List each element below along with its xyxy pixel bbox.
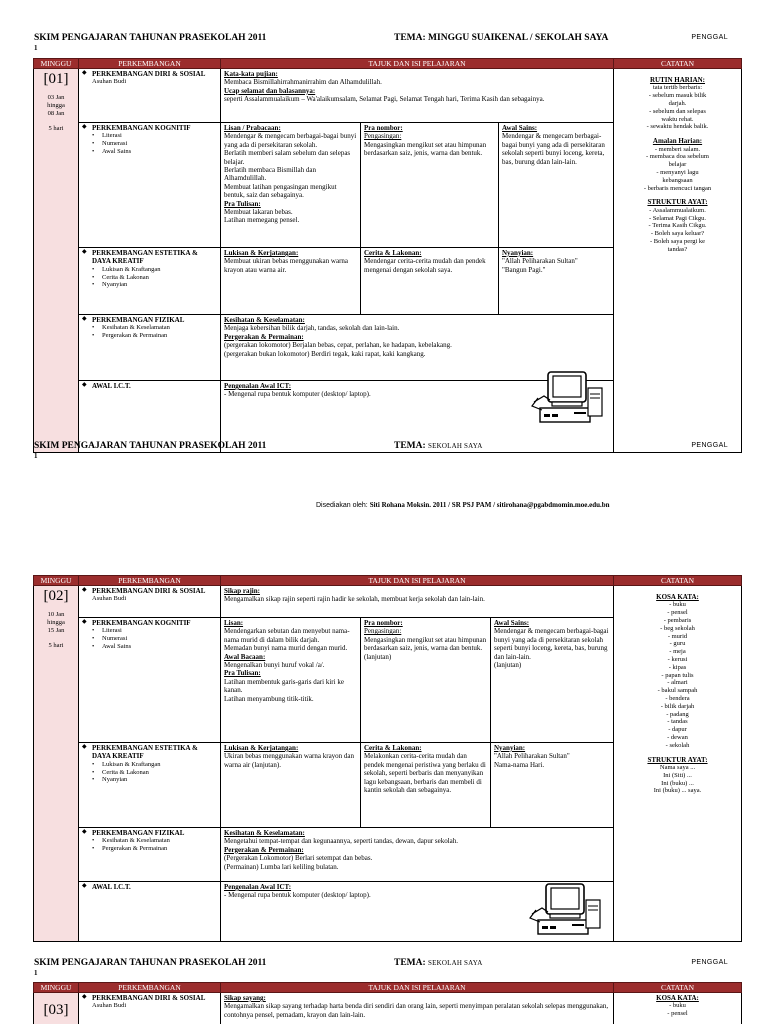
notes-line: - kerusi	[667, 655, 688, 663]
development-title: ◆ PERKEMBANGAN ESTETIKA & DAYA KREATIF	[82, 249, 217, 266]
week-date: 03 Jan	[47, 94, 65, 101]
content-label: Pra Tulisan:	[224, 199, 261, 208]
table-row	[34, 586, 742, 618]
notes-heading: STRUKTUR AYAT:	[647, 755, 708, 764]
theme: TEMA: SEKOLAH SAYA	[394, 441, 483, 451]
content-text: Berlatih memberi salam sebelum dan selepas belajar.	[224, 149, 351, 166]
notes-line: - pembaris	[663, 616, 692, 624]
content-text: (Pergerakan Lokomotor) Berlari setempat dan bebas.	[224, 854, 373, 863]
development-title: ◆ PERKEMBANGAN ESTETIKA & DAYA KREATIF	[82, 744, 217, 761]
week-date: 15 Jan	[47, 626, 65, 634]
content-cell	[221, 618, 361, 743]
notes-line: - sewaktu hendak balik.	[646, 123, 709, 131]
col-perkembangan: PERKEMBANGAN	[79, 576, 221, 586]
notes-heading: KOSA KATA:	[656, 994, 699, 1002]
page-header	[34, 441, 734, 461]
content-text: Berlatih membaca Bismillah dan Alhamdulillah.	[224, 165, 316, 183]
content-label: Kata-kata pujian:	[224, 70, 278, 78]
notes-line: - dapur	[668, 726, 687, 734]
col-tajuk: TAJUK DAN ISI PELAJARAN	[221, 983, 614, 993]
week-days: 5 hari	[48, 125, 64, 133]
development-item: • Nyanyian	[82, 281, 217, 289]
notes-line: - berbaris mencuci tangan	[643, 184, 712, 192]
content-cell	[499, 123, 614, 248]
col-catatan: CATATAN	[614, 983, 742, 993]
notes-line: - pensel	[667, 609, 688, 617]
content-text: "Bangun Pagi."	[502, 265, 546, 274]
content-cell	[361, 743, 491, 828]
content-text: Membuat latihan pengasingan mengikut bentuk, saiz dan sebagainya.	[224, 182, 337, 200]
notes-line: - almari	[667, 679, 688, 687]
development-item: • Cerita & Lakonan	[82, 274, 217, 282]
development-title: ◆ PERKEMBANGAN DIRI & SOSIAL	[82, 70, 217, 78]
week-date: 08 Jan	[47, 109, 65, 117]
notes-line: - bakul sampah	[657, 687, 698, 695]
notes-line: - sebelum dan selepas	[649, 107, 706, 115]
content-text: - Mengenal rupa bentuk komputer (desktop/ laptop).	[224, 390, 371, 399]
week-date: hingga	[47, 101, 65, 109]
notes-line: tandas?	[667, 245, 688, 253]
notes-line: waktu rehat.	[661, 115, 694, 123]
week-date: hingga	[47, 618, 65, 626]
content-text: Mendengar & mengecam berbagai-bagai bunyi yang ada di persekitaran sekolah.	[224, 132, 357, 149]
content-text: Mendengar & mengecam berbagai-bagai bunyi yang ada di persekitaran sekolah seperti bunyi loceng, kereta, bas, burung ddan lain-lain.	[502, 132, 605, 166]
content-label: Pengenalan Awal ICT:	[224, 883, 292, 891]
development-title: ◆ AWAL I.C.T.	[82, 883, 217, 891]
content-label: Pengenalan Awal ICT:	[224, 382, 292, 390]
content-cell	[221, 828, 614, 882]
content-label: Sikap sayang:	[224, 994, 266, 1002]
development-cell	[79, 248, 221, 315]
development-item: • Kesihatan & Keselamatan	[82, 837, 217, 845]
notes-line: belajar	[668, 161, 687, 169]
content-text: Latihan membentuk garis-garis dari kiri ke kanan.	[224, 677, 344, 695]
content-label: Awal Sains:	[494, 619, 530, 627]
week-date: 10 Jan	[47, 611, 65, 618]
content-cell	[221, 586, 614, 618]
notes-line: - bendera	[665, 694, 690, 702]
content-text: "Allah Peliharakan Sultan"	[494, 752, 570, 761]
table-header-row	[34, 59, 742, 69]
content-label: Pra nombor:	[364, 619, 403, 627]
notes-line: - Boleh saya keluar?	[650, 230, 705, 238]
content-cell	[221, 123, 361, 248]
notes-line: Nama saya ...	[659, 763, 696, 771]
notes-cell	[614, 993, 742, 1024]
week-cell	[34, 69, 79, 453]
table-row	[34, 993, 742, 1024]
development-cell	[79, 315, 221, 381]
computer-icon	[528, 880, 608, 940]
development-cell	[79, 993, 221, 1024]
notes-line: - guru	[669, 640, 686, 648]
development-title: ◆ PERKEMBANGAN KOGNITIF	[82, 124, 217, 132]
notes-line: Ini (Siti) ...	[663, 771, 692, 779]
development-title: ◆ PERKEMBANGAN KOGNITIF	[82, 619, 217, 627]
notes-line: - membaca doa sebelum	[646, 153, 709, 161]
term-number: 1	[34, 969, 38, 977]
development-title: ◆ PERKEMBANGAN DIRI & SOSIAL	[82, 994, 217, 1002]
computer-icon	[530, 368, 610, 428]
week-number: [02]	[43, 588, 69, 604]
content-label: Nyanyian:	[502, 249, 534, 257]
col-perkembangan: PERKEMBANGAN	[79, 59, 221, 69]
table-header-row	[34, 983, 742, 993]
development-cell	[79, 882, 221, 942]
development-item: • Lukisan & Kraftangan	[82, 266, 217, 274]
week-number: [03]	[43, 1002, 69, 1018]
col-tajuk: TAJUK DAN ISI PELAJARAN	[221, 576, 614, 586]
content-cell	[221, 993, 614, 1024]
development-item: • Pergerakan & Permainan	[82, 845, 217, 853]
col-minggu: MINGGU	[34, 983, 79, 993]
content-label: Kesihatan & Keselamatan:	[224, 316, 305, 324]
notes-line: darjah.	[668, 99, 687, 107]
content-cell	[361, 123, 499, 248]
content-label: Lukisan & Kerjatangan:	[224, 744, 299, 752]
content-cell	[361, 618, 491, 743]
content-cell	[221, 69, 614, 123]
table-row	[34, 69, 742, 123]
development-subtitle: Asuhan Budi	[92, 595, 127, 603]
development-item: • Literasi	[82, 132, 217, 140]
notes-line: - buku	[669, 601, 686, 609]
notes-line: - beg sekolah	[660, 624, 695, 632]
notes-line: - dewan	[667, 733, 688, 741]
week-3-table	[33, 982, 742, 1024]
notes-line: - memberi salam.	[654, 145, 701, 153]
development-subtitle: Asuhan Budi	[92, 1002, 127, 1010]
content-text: Menjaga kebersihan bilik darjah, tandas, sekolah dan lain-lain.	[224, 324, 400, 333]
col-tajuk: TAJUK DAN ISI PELAJARAN	[221, 59, 614, 69]
content-text: "Allah Peliharakan Sultan"	[502, 257, 578, 266]
content-label: Sikap rajin:	[224, 587, 260, 595]
development-cell	[79, 123, 221, 248]
week-1-table	[33, 58, 742, 453]
credit-text: Siti Rohana Moksin. 2011 / SR PSJ PAM / sitirohana@pgabdmomin.moe.edu.bn	[369, 501, 610, 509]
content-label: Kesihatan & Keselamatan:	[224, 829, 305, 837]
content-label: Lisan / Prabacaan:	[224, 124, 281, 132]
content-label: Awal Sains:	[502, 124, 538, 132]
notes-heading: STRUKTUR AYAT:	[647, 198, 708, 207]
content-label: Pengasingan:	[364, 627, 402, 636]
notes-heading: KOSA KATA:	[656, 593, 699, 601]
development-item: • Numerasi	[82, 140, 217, 148]
term-number: 1	[34, 452, 38, 460]
development-title: ◆ PERKEMBANGAN DIRI & SOSIAL	[82, 587, 217, 595]
content-text: seperti Assalammualaikum – Wa'alaikumsalam, Selamat Pagi, Selamat Tengah hari, Terima Kasih dan sebagainya.	[224, 95, 545, 104]
content-label: Lukisan & Kerjatangan:	[224, 249, 299, 257]
development-item: • Numerasi	[82, 635, 217, 643]
content-label: Nyanyian:	[494, 744, 526, 752]
development-subtitle: Asuhan Budi	[92, 78, 127, 86]
content-text: Latihan menyambung titik-titik.	[224, 694, 314, 703]
development-cell	[79, 828, 221, 882]
content-text: (Permainan) Lumba lari keliling bulatan.	[224, 862, 339, 871]
col-catatan: CATATAN	[614, 576, 742, 586]
development-cell	[79, 586, 221, 618]
content-text: Latihan memegang pensel.	[224, 216, 300, 225]
week-cell	[34, 586, 79, 942]
page-header	[34, 958, 734, 978]
notes-line: - Boleh saya pergi ke	[649, 237, 706, 245]
notes-line: - Selamat Pagi Cikgu.	[648, 214, 707, 222]
content-text: Mengamalkan sikap sayang terhadap harta benda diri sendiri dan orang lain, seperti menyimpan peralatan sekolah selepas menggunakan, contohnya pensel, pemadam, krayon dan lain-lain.	[224, 1002, 609, 1019]
notes-line: - murid	[667, 632, 688, 640]
term-number: 1	[34, 44, 38, 52]
notes-line: Ini (buku) ...	[661, 779, 694, 787]
content-cell	[499, 248, 614, 315]
content-cell	[361, 248, 499, 315]
content-text: Membaca Bismillahirrahmanirrahim dan Alhamdulillah.	[224, 78, 382, 87]
content-label: Awal Bacaan:	[224, 652, 266, 661]
notes-line: - Assalammualaikum.	[649, 206, 706, 214]
notes-line: tata tertib berbaris:	[652, 84, 703, 92]
content-label: Pengasingan:	[364, 132, 402, 141]
document-title: SKIM PENGAJARAN TAHUNAN PRASEKOLAH 2011	[34, 958, 267, 968]
notes-line: - Terima Kasih Cikgu.	[648, 222, 707, 230]
notes-line: - menyanyi lagu	[656, 168, 699, 176]
content-cell	[221, 743, 361, 828]
development-item: • Awal Sains	[82, 148, 217, 156]
development-item: • Pergerakan & Permainan	[82, 332, 217, 340]
page-header	[34, 33, 734, 53]
development-item: • Nyanyian	[82, 776, 217, 784]
col-perkembangan: PERKEMBANGAN	[79, 983, 221, 993]
content-label: Pra nombor:	[364, 124, 403, 132]
week-days: 5 hari	[48, 642, 64, 650]
content-label: Cerita & Lakonan:	[364, 249, 422, 257]
content-text: Mendengarkan sebutan dan menyebut nama-nama murid di dalam bilik darjah.	[224, 627, 350, 644]
development-cell	[79, 69, 221, 123]
col-minggu: MINGGU	[34, 59, 79, 69]
notes-line: - papan tulis	[661, 671, 694, 679]
term-label: PENGGAL	[691, 34, 728, 41]
document-title: SKIM PENGAJARAN TAHUNAN PRASEKOLAH 2011	[34, 33, 267, 43]
content-cell	[491, 743, 614, 828]
content-text: (pergerakan lokomotor) Berjalan bebas, cepat, perlahan, ke hadapan, kebelakang.	[224, 341, 452, 350]
content-text: Membuat lakaran bebas.	[224, 207, 293, 216]
content-cell	[221, 248, 361, 315]
notes-heading: Amalan Harian:	[652, 137, 703, 146]
content-text: Mendengar & mengecam berbagai-bagai bunyi yang ada di persekitaran sekolah seperti bunyi loceng, kereta, bas, burung dan lain-lain.	[494, 627, 609, 661]
notes-line: Ini (buku) ... saya.	[653, 787, 702, 795]
content-text: Memadan bunyi nama murid dengan murid.	[224, 644, 348, 653]
week-number: [01]	[43, 71, 69, 87]
content-text: Mengasingkan mengikut set atau himpunan berdasarkan saiz, jenis, warna dan bentuk.	[364, 140, 487, 158]
content-text: (lanjutan)	[494, 660, 522, 669]
development-item: • Lukisan & Kraftangan	[82, 761, 217, 769]
development-item: • Kesihatan & Keselamatan	[82, 324, 217, 332]
content-label: Ucap selamat dan balasannya:	[224, 86, 316, 95]
theme: TEMA: SEKOLAH SAYA	[394, 958, 483, 968]
content-text: Mendengar cerita-cerita mudah dan pendek mengenai dengan sekolah saya.	[364, 257, 486, 274]
content-text: Nama-nama Hari.	[494, 760, 545, 769]
content-label: Pergerakan & Permainan:	[224, 332, 304, 341]
development-item: • Awal Sains	[82, 643, 217, 651]
notes-line: - sekolah	[665, 741, 690, 749]
development-title: ◆ PERKEMBANGAN FIZIKAL	[82, 316, 217, 324]
development-title: ◆ AWAL I.C.T.	[82, 382, 217, 390]
notes-line: - kipas	[668, 663, 687, 671]
content-text: Mengamalkan sikap rajin seperti rajin hadir ke sekolah, membuat kerja sekolah dan lain-lain.	[224, 595, 485, 604]
content-text: Melakonkan cerita-cerita mudah dan pendek mengenai peristiwa yang berlaku di sekolah, seperti berbaris dan menyanyikan lagu kebangsaan, berbaris dan membeli di kantin sekolah dan sebagainya.	[364, 752, 486, 794]
notes-line: - pensel	[667, 1010, 688, 1018]
content-cell	[491, 618, 614, 743]
content-text: Membuat ukiran bebas menggunakan warna krayon atau warna air.	[224, 257, 349, 274]
week-cell	[34, 993, 79, 1024]
development-cell	[79, 743, 221, 828]
development-item: • Cerita & Lakonan	[82, 769, 217, 777]
col-minggu: MINGGU	[34, 576, 79, 586]
term-label: PENGGAL	[691, 959, 728, 966]
content-text: Mengetahui tempat-tempat dan kegunaannya, seperti tandas, dewan, dapur sekolah.	[224, 837, 459, 846]
notes-line: kebangsaan	[662, 176, 693, 184]
development-item: • Literasi	[82, 627, 217, 635]
content-label: Cerita & Lakonan:	[364, 744, 422, 752]
credit-line	[316, 501, 610, 510]
term-label: PENGGAL	[691, 442, 728, 449]
col-catatan: CATATAN	[614, 59, 742, 69]
notes-line: - sebelum masuk bilik	[648, 92, 707, 100]
document-title: SKIM PENGAJARAN TAHUNAN PRASEKOLAH 2011	[34, 441, 267, 451]
notes-line: - bilik darjah	[660, 702, 695, 710]
credit-label: Disediakan oleh:	[316, 502, 368, 509]
notes-line: - meja	[669, 648, 686, 656]
content-label: Pergerakan & Permainan:	[224, 845, 304, 854]
content-text: Mengenalkan bunyi huruf vokal /a/.	[224, 660, 325, 669]
notes-heading: RUTIN HARIAN:	[649, 76, 706, 84]
table-header-row	[34, 576, 742, 586]
notes-cell	[614, 586, 742, 942]
theme: TEMA: MINGGU SUAIKENAL / SEKOLAH SAYA	[394, 33, 609, 43]
notes-line: - tandas	[667, 718, 688, 726]
content-label: Lisan:	[224, 619, 244, 627]
notes-line: - buku	[669, 1002, 686, 1010]
development-cell	[79, 618, 221, 743]
content-text: (lanjutan)	[364, 652, 392, 661]
content-text: (pergerakan bukan lokomotor) Berdiri tegak, kaki rapat, kaki kangkang.	[224, 349, 426, 358]
content-text: Ukiran bebas menggunakan warna krayon dan warna air (lanjutan).	[224, 752, 355, 769]
development-title: ◆ PERKEMBANGAN FIZIKAL	[82, 829, 217, 837]
content-text: Mengasingkan mengikut set atau himpunan berdasarkan saiz, jenis, warna dan bentuk.	[364, 635, 487, 653]
notes-cell	[614, 69, 742, 453]
content-text: - Mengenal rupa bentuk komputer (desktop/ laptop).	[224, 891, 371, 900]
week-2-table	[33, 575, 742, 942]
notes-line: - padang	[666, 710, 689, 718]
content-label: Pra Tulisan:	[224, 669, 261, 678]
